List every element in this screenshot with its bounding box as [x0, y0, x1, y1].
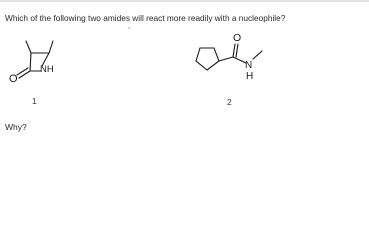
cursor-mark: ˇ — [128, 28, 131, 35]
structure-2-hydrogen: H — [246, 71, 254, 82]
structure-1-oxygen: O — [9, 73, 18, 85]
structure-1-number: 1 — [32, 96, 37, 106]
structure-2-number: 2 — [227, 97, 232, 107]
question-text: Which of the following two amides will react more readily with a nucleophile? — [5, 13, 286, 23]
structure-2-oxygen: O — [233, 32, 242, 44]
structure-2-nitrogen: N — [245, 60, 253, 71]
why-prompt: Why? — [5, 122, 27, 132]
structure-1-nh: NH — [40, 64, 54, 75]
